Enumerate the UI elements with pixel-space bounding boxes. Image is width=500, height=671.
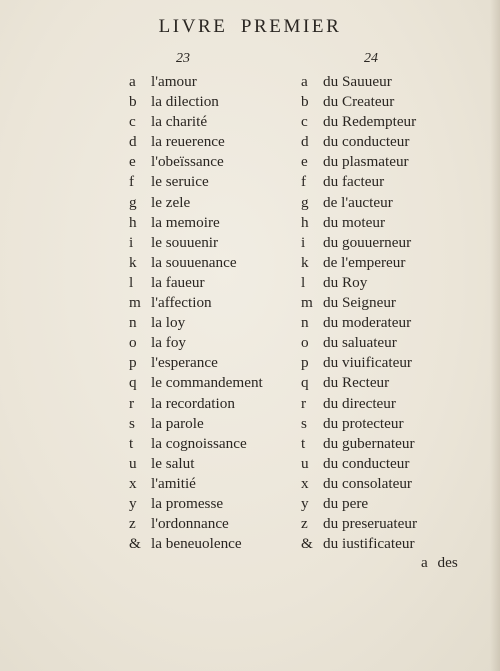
list-item (129, 414, 263, 434)
list-item (301, 273, 417, 293)
list-item (129, 213, 263, 233)
list-item (301, 253, 417, 273)
row-word: la parole (151, 414, 204, 432)
row-word: du gubernateur (323, 434, 415, 452)
row-letter: o (301, 334, 309, 352)
row-word: la recordation (151, 394, 235, 412)
row-word: du Recteur (323, 374, 390, 392)
list-item (301, 132, 417, 152)
list-item (301, 72, 417, 92)
list-item (129, 373, 263, 393)
row-word: la charité (151, 113, 208, 131)
list-item (301, 454, 417, 474)
row-letter: c (301, 113, 308, 131)
row-letter: q (301, 374, 309, 392)
row-letter: l (129, 273, 134, 291)
row-word: du Seigneur (323, 294, 396, 312)
row-word: du directeur (323, 394, 396, 412)
list-item (301, 112, 417, 132)
row-word: du iustificateur (323, 535, 415, 553)
row-letter: z (301, 515, 308, 533)
row-word: la cognoissance (151, 434, 247, 452)
list-item (301, 92, 417, 112)
row-letter: g (129, 193, 137, 211)
row-word: la beneuolence (151, 535, 242, 553)
list-item (129, 152, 263, 172)
row-word: la promesse (151, 494, 224, 512)
right-column-number: 24 (364, 51, 378, 66)
row-word: l'obeïssance (151, 153, 224, 171)
list-item (301, 333, 417, 353)
row-word: l'affection (151, 294, 212, 312)
list-item (301, 474, 417, 494)
row-letter: u (301, 454, 309, 472)
list-item (129, 474, 263, 494)
row-letter: & (301, 535, 313, 553)
row-letter: u (129, 454, 137, 472)
row-letter: e (301, 153, 308, 171)
left-column (129, 72, 263, 554)
row-letter: & (129, 535, 141, 553)
row-word: l'ordonnance (151, 515, 229, 533)
row-word: la foy (151, 334, 187, 352)
list-item (301, 213, 417, 233)
list-item (301, 293, 417, 313)
list-item (301, 152, 417, 172)
row-letter: k (301, 253, 309, 271)
row-word: du protecteur (323, 414, 404, 432)
row-letter: a (301, 73, 308, 90)
row-word: du viuificateur (323, 354, 412, 372)
row-letter: i (301, 233, 306, 251)
row-letter: y (129, 494, 137, 512)
row-word: du Redempteur (323, 113, 417, 131)
row-letter: s (301, 414, 307, 432)
row-word: du conducteur (323, 454, 410, 472)
row-word: le salut (151, 454, 195, 472)
list-item (129, 434, 263, 454)
catchword: a des (421, 554, 458, 571)
list-item (129, 273, 263, 293)
row-word: l'amitié (151, 474, 196, 492)
row-letter: s (129, 414, 135, 432)
row-word: du consolateur (323, 474, 412, 492)
row-word: du Createur (323, 93, 395, 111)
row-word: du Sauueur (323, 73, 392, 90)
list-item (129, 333, 263, 353)
row-word: le souuenir (151, 233, 219, 251)
row-letter: r (129, 394, 135, 412)
row-letter: x (301, 474, 309, 492)
row-word: du moteur (323, 213, 386, 231)
row-letter: k (129, 253, 137, 271)
row-word: du conducteur (323, 133, 410, 151)
row-letter: r (301, 394, 307, 412)
row-letter: f (129, 173, 135, 191)
list-item (301, 534, 417, 554)
row-word: du plasmateur (323, 153, 409, 171)
row-letter: m (129, 294, 141, 312)
list-item (301, 394, 417, 414)
row-word: la faueur (151, 273, 205, 291)
row-letter: b (301, 93, 309, 111)
list-item (129, 534, 263, 554)
row-word: de l'aucteur (323, 193, 393, 211)
row-letter: l (301, 273, 306, 291)
row-word: le zele (151, 193, 191, 211)
row-letter: o (129, 334, 137, 352)
row-letter: h (301, 213, 309, 231)
row-letter: d (301, 133, 309, 151)
row-word: de l'empereur (323, 253, 406, 271)
row-letter: d (129, 133, 137, 151)
list-item (301, 414, 417, 434)
row-letter: f (301, 173, 307, 191)
list-item (301, 353, 417, 373)
list-item (129, 394, 263, 414)
list-item (129, 92, 263, 112)
list-item (129, 132, 263, 152)
row-letter: c (129, 113, 136, 131)
list-item (129, 72, 263, 92)
list-item (129, 353, 263, 373)
row-word: l'esperance (151, 354, 218, 372)
list-item (301, 373, 417, 393)
list-item (129, 514, 263, 534)
row-letter: a (129, 73, 136, 90)
row-word: du saluateur (323, 334, 397, 352)
row-word: la reuerence (151, 133, 225, 151)
row-word: la souuenance (151, 253, 237, 271)
row-letter: n (129, 314, 137, 332)
row-letter: e (129, 153, 136, 171)
row-word: du Roy (323, 273, 368, 291)
row-letter: n (301, 314, 309, 332)
row-letter: i (129, 233, 134, 251)
row-letter: t (301, 434, 306, 452)
list-item (129, 253, 263, 273)
row-word: du pere (323, 494, 369, 512)
row-word: le commandement (151, 374, 263, 392)
row-word: du gouuerneur (323, 233, 412, 251)
row-word: du preseruateur (323, 515, 418, 533)
row-letter: t (129, 434, 134, 452)
row-letter: b (129, 93, 137, 111)
page-title: LIVRE PREMIER (158, 16, 342, 37)
list-item (129, 313, 263, 333)
list-item (301, 434, 417, 454)
row-letter: y (301, 494, 309, 512)
list-item (301, 313, 417, 333)
list-item (301, 494, 417, 514)
row-letter: x (129, 474, 137, 492)
row-letter: z (129, 515, 136, 533)
row-letter: g (301, 193, 309, 211)
row-letter: h (129, 213, 137, 231)
list-item (301, 172, 417, 192)
row-word: la dilection (151, 93, 219, 111)
list-item (129, 193, 263, 213)
row-word: le seruice (151, 173, 209, 191)
list-item (301, 193, 417, 213)
row-word: la memoire (151, 213, 220, 231)
list-item (129, 454, 263, 474)
list-item (129, 293, 263, 313)
row-letter: p (129, 354, 137, 372)
left-column-number: 23 (176, 51, 190, 66)
list-item (129, 112, 263, 132)
row-letter: m (301, 294, 313, 312)
list-item (301, 233, 417, 253)
row-word: du facteur (323, 173, 385, 191)
right-column (301, 72, 417, 554)
row-word: l'amour (151, 73, 197, 90)
list-item (129, 233, 263, 253)
list-item (129, 172, 263, 192)
list-item (129, 494, 263, 514)
list-item (301, 514, 417, 534)
row-letter: q (129, 374, 137, 392)
row-word: la loy (151, 314, 186, 332)
row-letter: p (301, 354, 309, 372)
row-word: du moderateur (323, 314, 412, 332)
